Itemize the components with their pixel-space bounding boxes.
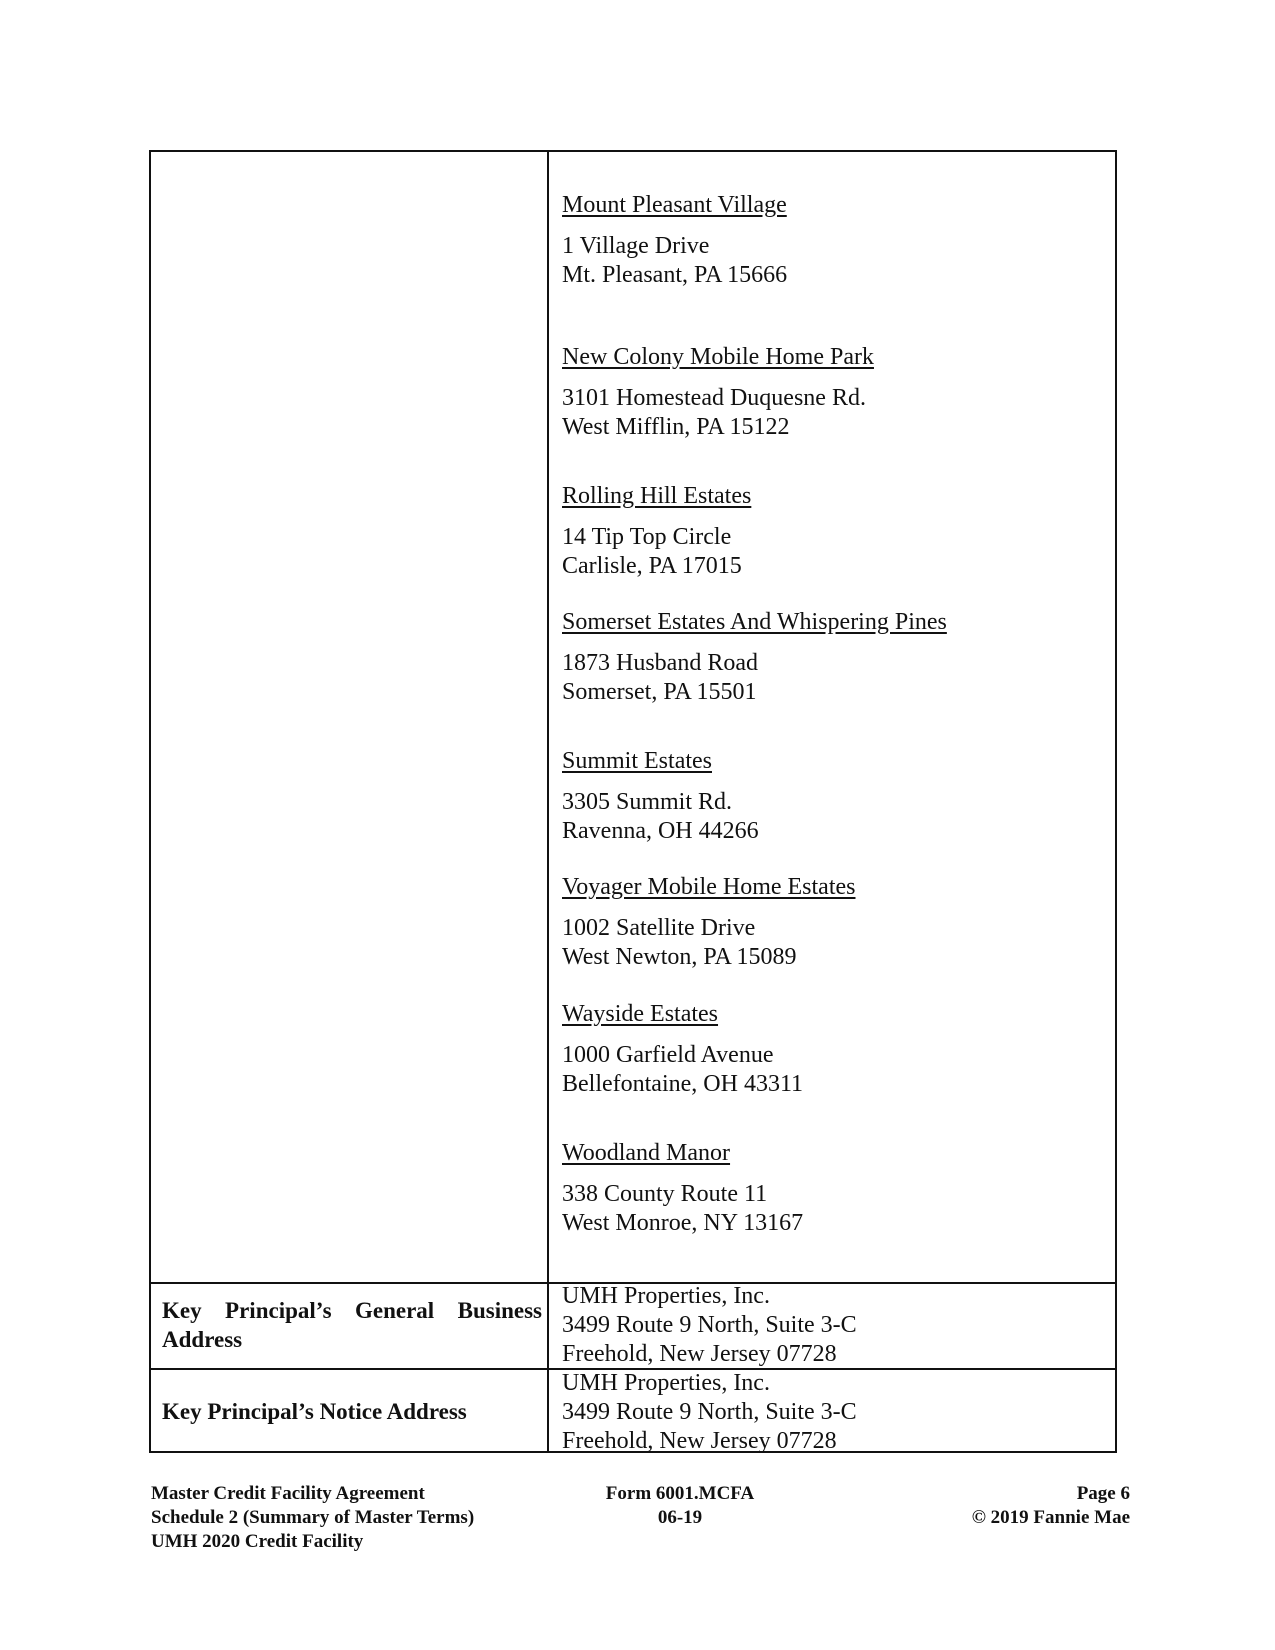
footer-page-number: Page 6: [1076, 1483, 1130, 1504]
property-entry: [562, 343, 874, 442]
property-entry: [562, 482, 751, 581]
property-city: Somerset, PA 15501: [562, 679, 757, 705]
property-street: 3101 Homestead Duquesne Rd.: [562, 385, 866, 411]
property-name: Voyager Mobile Home Estates: [562, 874, 856, 900]
property-street: 1000 Garfield Avenue: [562, 1042, 774, 1068]
property-street: 1873 Husband Road: [562, 650, 758, 676]
property-city: Ravenna, OH 44266: [562, 818, 759, 844]
key-principal-business-label: Key Principal’s General Business Address: [162, 1298, 542, 1352]
property-entry: [562, 747, 759, 846]
street-address: 3499 Route 9 North, Suite 3-C: [562, 1399, 857, 1425]
key-principal-notice-address: [562, 1369, 857, 1456]
property-name: Wayside Estates: [562, 1001, 719, 1027]
property-city: Mt. Pleasant, PA 15666: [562, 262, 788, 288]
property-street: 338 County Route 11: [562, 1181, 768, 1207]
footer-facility: UMH 2020 Credit Facility: [151, 1531, 364, 1552]
property-city: West Mifflin, PA 15122: [562, 414, 790, 440]
property-city: Carlisle, PA 17015: [562, 553, 742, 579]
property-name: Somerset Estates And Whispering Pines: [562, 609, 947, 635]
footer-form-date: 06-19: [657, 1507, 703, 1528]
property-entry: [562, 873, 856, 972]
property-entry: [562, 191, 787, 290]
property-entry: [562, 1000, 803, 1099]
footer-agreement-title: Master Credit Facility Agreement: [151, 1483, 425, 1504]
city-state-zip: Freehold, New Jersey 07728: [562, 1341, 837, 1367]
company-name: UMH Properties, Inc.: [562, 1283, 770, 1309]
footer-left: [151, 1482, 474, 1554]
property-entry: [562, 608, 947, 707]
property-name: Rolling Hill Estates: [562, 483, 752, 509]
footer-form-number: Form 6001.MCFA: [605, 1483, 755, 1504]
footer-schedule: Schedule 2 (Summary of Master Terms): [151, 1507, 475, 1528]
company-name: UMH Properties, Inc.: [562, 1370, 770, 1396]
property-city: West Monroe, NY 13167: [562, 1210, 804, 1236]
property-name: Mount Pleasant Village: [562, 192, 787, 218]
property-name: Woodland Manor: [562, 1140, 731, 1166]
property-street: 1002 Satellite Drive: [562, 915, 756, 941]
key-principal-notice-label: Key Principal’s Notice Address: [162, 1399, 467, 1424]
property-city: West Newton, PA 15089: [562, 944, 797, 970]
footer-copyright: © 2019 Fannie Mae: [971, 1507, 1130, 1528]
footer-center: [560, 1482, 800, 1530]
property-street: 14 Tip Top Circle: [562, 524, 732, 550]
city-state-zip: Freehold, New Jersey 07728: [562, 1428, 837, 1454]
property-entry: [562, 1139, 803, 1238]
property-name: New Colony Mobile Home Park: [562, 344, 874, 370]
property-street: 1 Village Drive: [562, 233, 710, 259]
street-address: 3499 Route 9 North, Suite 3-C: [562, 1312, 857, 1338]
property-street: 3305 Summit Rd.: [562, 789, 733, 815]
footer-right: [880, 1482, 1130, 1530]
key-principal-business-address: [562, 1282, 857, 1369]
property-name: Summit Estates: [562, 748, 712, 774]
table-column-divider: [547, 150, 549, 1453]
property-city: Bellefontaine, OH 43311: [562, 1071, 804, 1097]
